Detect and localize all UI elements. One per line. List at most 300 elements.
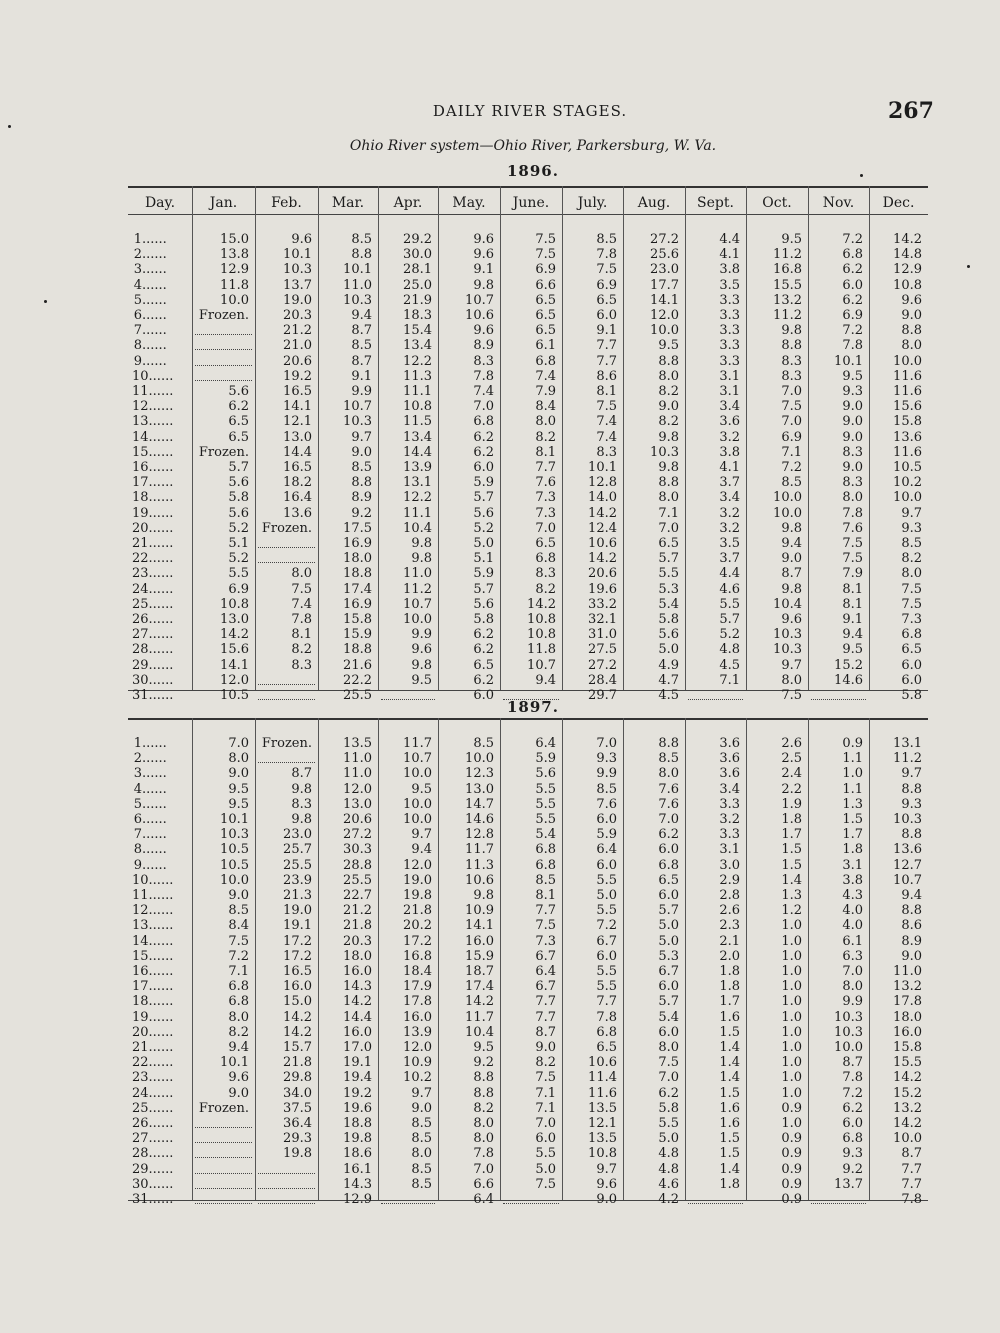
stage-value: 4.1 [719,247,740,263]
day-number [132,354,190,369]
stage-value: 10.0 [403,796,432,812]
stage-value: 16.5 [283,384,312,399]
day-label: 27 [132,627,149,643]
day-label: 8 [133,842,142,858]
stage-value: 6.0 [596,857,617,873]
stage-value: 6.1 [535,338,556,354]
day-number [132,1010,190,1025]
stage-value: 18.4 [403,964,432,979]
stage-value: 6.4 [596,842,617,858]
leader-dots: ...... [142,277,167,293]
stage-value: 6.6 [535,277,556,293]
stage-value: 14.2 [283,1009,312,1025]
stage-value: 11.2 [773,247,802,263]
stage-value: 8.8 [901,903,922,919]
day-label: 15 [132,948,149,964]
stage-value: 10.7 [403,751,432,767]
blank-cell [195,1157,252,1158]
stage-value: 8.5 [901,536,922,551]
stage-value: 7.0 [535,1116,556,1131]
stage-value: 14.2 [283,1024,312,1040]
stage-value: 7.0 [842,964,863,979]
day-number [132,827,190,842]
leader-dots: ...... [142,353,167,369]
day-label: 21 [132,1040,149,1055]
blank-cell [195,349,252,350]
stage-value: 0.9 [781,1100,802,1116]
stage-value: 10.6 [465,308,494,323]
stage-value: 7.7 [535,1009,556,1025]
day-label: 22 [132,551,149,567]
stage-value: 13.0 [283,429,312,445]
stage-value: 14.2 [220,627,249,643]
stage-value: 14.4 [343,1009,372,1025]
stage-value: 27.2 [650,232,679,247]
stage-value: 6.5 [658,872,679,888]
stage-value: 13.0 [465,781,494,797]
stage-value: 4.9 [658,657,679,673]
stage-value: 9.0 [658,399,679,415]
stage-value: 12.9 [893,262,922,278]
stage-value: 36.4 [283,1116,312,1131]
stage-value: 9.0 [842,399,863,415]
stage-value: 7.4 [596,429,617,445]
stage-value: 5.0 [658,642,679,658]
day-number [132,842,190,857]
stage-value: 3.3 [719,292,740,308]
day-label: 14 [132,933,149,949]
stage-value: 1.1 [842,751,863,767]
day-label: 7 [133,323,142,339]
leader-dots: ...... [148,1192,174,1207]
stage-value: 6.2 [473,627,494,643]
blank-cell [688,699,743,700]
stage-value: 7.5 [658,1055,679,1071]
stage-value: 1.2 [781,903,802,919]
stage-value: 5.7 [473,490,494,506]
stage-value: 6.3 [842,948,863,964]
stage-value: Frozen. [198,308,249,323]
day-number [132,812,190,827]
stage-value: 2.5 [781,751,802,767]
stage-value: 10.0 [773,505,802,521]
stage-value: 8.3 [596,444,617,460]
stage-value: 3.6 [719,736,740,751]
stage-value: 9.7 [901,766,922,782]
stage-value: 27.2 [588,657,617,673]
stage-value: 10.2 [893,475,922,491]
stage-value: 8.5 [596,781,617,797]
stage-value: 8.9 [351,490,372,506]
day-label: 31 [132,1192,149,1207]
stage-value: 2.3 [719,918,740,934]
day-number [132,399,190,414]
stage-value: 7.7 [535,994,556,1010]
stage-value: 29.3 [283,1131,312,1147]
leader-dots: ...... [148,1070,174,1086]
stage-value: 10.7 [527,657,556,673]
stage-value: 20.3 [343,933,372,949]
day-number [132,642,190,657]
blank-cell [195,1203,252,1204]
stage-value: 5.4 [658,596,679,612]
stage-value: 7.7 [596,994,617,1010]
stage-value: 28.8 [343,857,372,873]
stage-value: 9.1 [842,612,863,627]
stage-value: 7.5 [842,536,863,551]
day-number [132,673,190,688]
stage-value: 11.7 [465,842,494,858]
day-label: 11 [132,384,149,399]
stage-value: 7.7 [901,1161,922,1177]
stage-value: 3.3 [719,308,740,323]
stage-value: 7.2 [596,918,617,934]
day-label: 2 [133,247,142,263]
stage-value: 8.8 [658,353,679,369]
stage-value: 9.8 [411,536,432,551]
day-number [132,293,190,308]
stage-value: 10.9 [403,1055,432,1071]
stage-value: 5.5 [596,872,617,888]
stage-value: 7.5 [535,1176,556,1192]
stage-value: 5.2 [228,520,249,536]
stage-value: 29.2 [403,232,432,247]
stage-value: 9.7 [351,429,372,445]
stage-value: 11.1 [403,384,432,399]
stage-value: 12.7 [893,857,922,873]
stage-value: Frozen. [261,520,312,536]
stage-value: 9.6 [291,232,312,247]
stage-value: 22.7 [343,888,372,903]
stage-value: 8.0 [228,751,249,767]
stage-value: 1.5 [719,1131,740,1147]
stage-value: 8.3 [291,796,312,812]
stage-value: 11.2 [403,581,432,597]
stage-value: 10.3 [773,642,802,658]
stage-value: 7.6 [842,520,863,536]
stage-value: 6.6 [473,1176,494,1192]
stage-value: 9.0 [228,1085,249,1101]
stage-value: 13.0 [343,796,372,812]
stage-value: 22.2 [343,672,372,688]
stage-value: 8.2 [473,1100,494,1116]
stage-value: 21.6 [343,657,372,673]
stage-value: 5.5 [596,964,617,979]
stage-value: Frozen. [198,1100,249,1116]
stage-value: 25.6 [650,247,679,263]
stage-value: 1.0 [781,1085,802,1101]
day-label: 2 [133,751,142,767]
stage-value: 11.8 [220,277,249,293]
stage-value: 5.9 [473,475,494,491]
stage-value: 10.8 [403,399,432,415]
day-number [132,627,190,642]
stage-value: 14.2 [588,505,617,521]
stage-value: 7.2 [842,232,863,247]
day-label: 10 [132,872,149,888]
stage-value: 5.0 [596,888,617,903]
stage-value: 8.2 [228,1024,249,1040]
day-number [132,1025,190,1040]
stage-value: 2.9 [719,872,740,888]
stage-value: 8.0 [842,979,863,995]
stage-value: 8.2 [535,581,556,597]
stage-value: 6.0 [596,308,617,323]
stage-value: 9.6 [473,247,494,263]
stage-value: 10.6 [588,536,617,551]
print-speck [860,174,863,177]
day-label: 12 [132,399,149,415]
stage-value: 7.2 [842,1085,863,1101]
stage-value: 10.0 [403,812,432,827]
stage-value: 11.7 [403,736,432,751]
stage-value: 34.0 [283,1085,312,1101]
stage-value: 10.3 [343,292,372,308]
stage-value: 7.3 [535,505,556,521]
day-number [132,736,190,751]
stage-value: 9.0 [411,1100,432,1116]
stage-value: 4.0 [842,918,863,934]
stage-value: 25.0 [403,277,432,293]
stage-value: 9.6 [596,1176,617,1192]
stage-value: 3.8 [719,262,740,278]
stage-value: 3.7 [719,551,740,567]
day-number [132,506,190,521]
stage-value: 10.3 [893,812,922,827]
stage-value: 8.7 [291,766,312,782]
stage-value: 7.8 [901,1192,922,1207]
stage-value: 9.6 [473,232,494,247]
stage-value: 1.5 [719,1024,740,1040]
stage-value: 3.5 [719,277,740,293]
stage-value: 1.5 [781,857,802,873]
stage-value: 14.1 [650,292,679,308]
stage-value: 6.5 [596,1040,617,1055]
day-number [132,475,190,490]
stage-value: 3.4 [719,781,740,797]
stage-value: 14.1 [465,918,494,934]
stage-value: 1.6 [719,1009,740,1025]
stage-value: 4.1 [719,460,740,475]
stage-value: 11.6 [893,444,922,460]
stage-value: 18.0 [343,551,372,567]
stage-value: 7.5 [535,918,556,934]
stage-value: 5.5 [596,903,617,919]
stage-value: 8.0 [411,1146,432,1162]
blank-cell [195,334,252,335]
stage-value: 7.4 [473,384,494,399]
stage-value: 16.9 [343,536,372,551]
stage-value: 7.9 [842,566,863,582]
stage-value: 13.2 [773,292,802,308]
stage-value: 11.1 [403,505,432,521]
stage-value: 5.7 [228,460,249,475]
stage-value: 13.6 [893,429,922,445]
blank-cell [503,699,559,700]
day-label: 13 [132,918,149,934]
stage-value: 6.2 [473,429,494,445]
day-label: 6 [133,812,142,827]
stage-value: 7.1 [535,1085,556,1101]
stage-value: 8.6 [901,918,922,934]
day-label: 9 [133,353,142,369]
stage-value: 18.0 [893,1009,922,1025]
stage-value: 17.2 [283,948,312,964]
stage-value: 9.5 [228,796,249,812]
stage-value: 7.7 [535,460,556,475]
stage-value: 12.2 [403,353,432,369]
leader-dots: ...... [148,1040,174,1055]
stage-value: 5.5 [658,1116,679,1131]
year-heading-1897: 1897. [507,698,559,716]
stage-value: 10.9 [465,903,494,919]
stage-value: 10.3 [283,262,312,278]
stage-value: 10.5 [893,460,922,475]
leader-dots: ...... [142,262,167,278]
day-number [132,262,190,277]
stage-value: 10.1 [220,812,249,827]
stage-value: 8.2 [658,384,679,399]
stage-value: 10.8 [527,612,556,627]
stage-value: 12.8 [465,827,494,843]
stage-value: 9.0 [228,766,249,782]
day-number [132,658,190,673]
stage-value: 21.8 [283,1055,312,1071]
stage-value: 9.0 [596,1192,617,1207]
stage-value: 8.3 [781,368,802,384]
stage-value: 9.3 [842,384,863,399]
stage-value: 13.7 [283,277,312,293]
stage-value: 19.8 [403,888,432,903]
stage-value: 20.6 [343,812,372,827]
leader-dots: ...... [148,1116,174,1131]
stage-value: 7.8 [596,1009,617,1025]
stage-value: 13.9 [403,460,432,475]
stage-value: 4.5 [658,688,679,703]
stage-value: 8.8 [658,475,679,491]
stage-value: 6.5 [901,642,922,658]
stage-value: 9.8 [411,551,432,567]
stage-value: 10.5 [220,842,249,858]
stage-value: 25.5 [343,872,372,888]
stage-value: 8.3 [842,444,863,460]
stage-value: 16.0 [343,964,372,979]
day-label: 17 [132,979,149,995]
stage-value: 16.5 [283,460,312,475]
stage-value: 14.6 [465,812,494,827]
stage-value: 16.0 [893,1024,922,1040]
stage-value: 4.6 [658,1176,679,1192]
stage-value: 9.9 [351,384,372,399]
stage-value: 12.3 [465,766,494,782]
stage-value: 1.0 [781,1024,802,1040]
stage-value: 8.5 [411,1176,432,1192]
stage-value: 1.0 [781,1055,802,1071]
stage-value: 7.7 [535,903,556,919]
leader-dots: ...... [148,505,174,521]
leader-dots: ...... [142,736,167,751]
stage-value: 20.6 [283,353,312,369]
stage-value: 10.3 [834,1024,863,1040]
stage-value: 7.0 [535,520,556,536]
stage-value: 3.2 [719,505,740,521]
stage-value: 6.4 [535,964,556,979]
stage-value: 8.2 [658,414,679,430]
stage-value: 14.7 [465,796,494,812]
stage-value: 6.8 [535,353,556,369]
column-header: Oct. [762,195,792,211]
day-label: 26 [132,1116,149,1131]
stage-value: 7.8 [842,338,863,354]
stage-value: 16.0 [465,933,494,949]
stage-value: 6.8 [842,247,863,263]
stage-value: 5.0 [535,1161,556,1177]
leader-dots: ...... [148,657,174,673]
stage-value: 1.8 [842,842,863,858]
stage-value: 15.7 [283,1040,312,1055]
stage-value: 20.6 [588,566,617,582]
stage-value: 9.5 [781,232,802,247]
stage-value: 12.9 [220,262,249,278]
stage-value: 14.2 [893,232,922,247]
day-label: 30 [132,672,149,688]
column-header: Mar. [331,195,365,211]
stage-value: 31.0 [588,627,617,643]
stage-value: 7.5 [535,1070,556,1086]
stage-value: 11.7 [465,1009,494,1025]
blank-cell [258,1188,315,1189]
stage-value: 5.4 [535,827,556,843]
stage-value: 8.5 [411,1116,432,1131]
stage-value: 9.9 [596,766,617,782]
stage-value: 5.3 [658,948,679,964]
stage-value: Frozen. [261,736,312,751]
stage-value: 8.2 [535,1055,556,1071]
stage-value: 9.0 [901,308,922,323]
stage-value: 9.5 [411,781,432,797]
stage-value: 6.4 [473,1192,494,1207]
stage-value: 6.5 [473,657,494,673]
stage-value: 7.1 [719,672,740,688]
day-label: 20 [132,520,149,536]
stage-value: 6.5 [535,323,556,339]
leader-dots: ...... [142,338,167,354]
stage-value: 1.4 [719,1161,740,1177]
stage-value: 7.4 [596,414,617,430]
column-header: Sept. [697,195,734,211]
stage-value: 17.2 [283,933,312,949]
stage-value: 7.5 [596,262,617,278]
day-number [132,612,190,627]
day-number [132,490,190,505]
year-heading-1896: 1896. [507,162,559,180]
stage-value: 8.2 [291,642,312,658]
stage-value: 7.7 [596,338,617,354]
leader-dots: ...... [148,672,174,688]
stage-value: 13.8 [220,247,249,263]
stage-value: 8.7 [901,1146,922,1162]
stage-value: 11.5 [403,414,432,430]
stage-value: 5.6 [228,384,249,399]
leader-dots: ...... [148,688,174,703]
stage-value: 18.0 [343,948,372,964]
stage-value: 9.7 [411,1085,432,1101]
day-label: 28 [132,1146,149,1162]
stage-value: 6.5 [535,292,556,308]
stage-value: 1.8 [719,979,740,995]
stage-value: 5.8 [473,612,494,627]
stage-value: 7.9 [535,384,556,399]
